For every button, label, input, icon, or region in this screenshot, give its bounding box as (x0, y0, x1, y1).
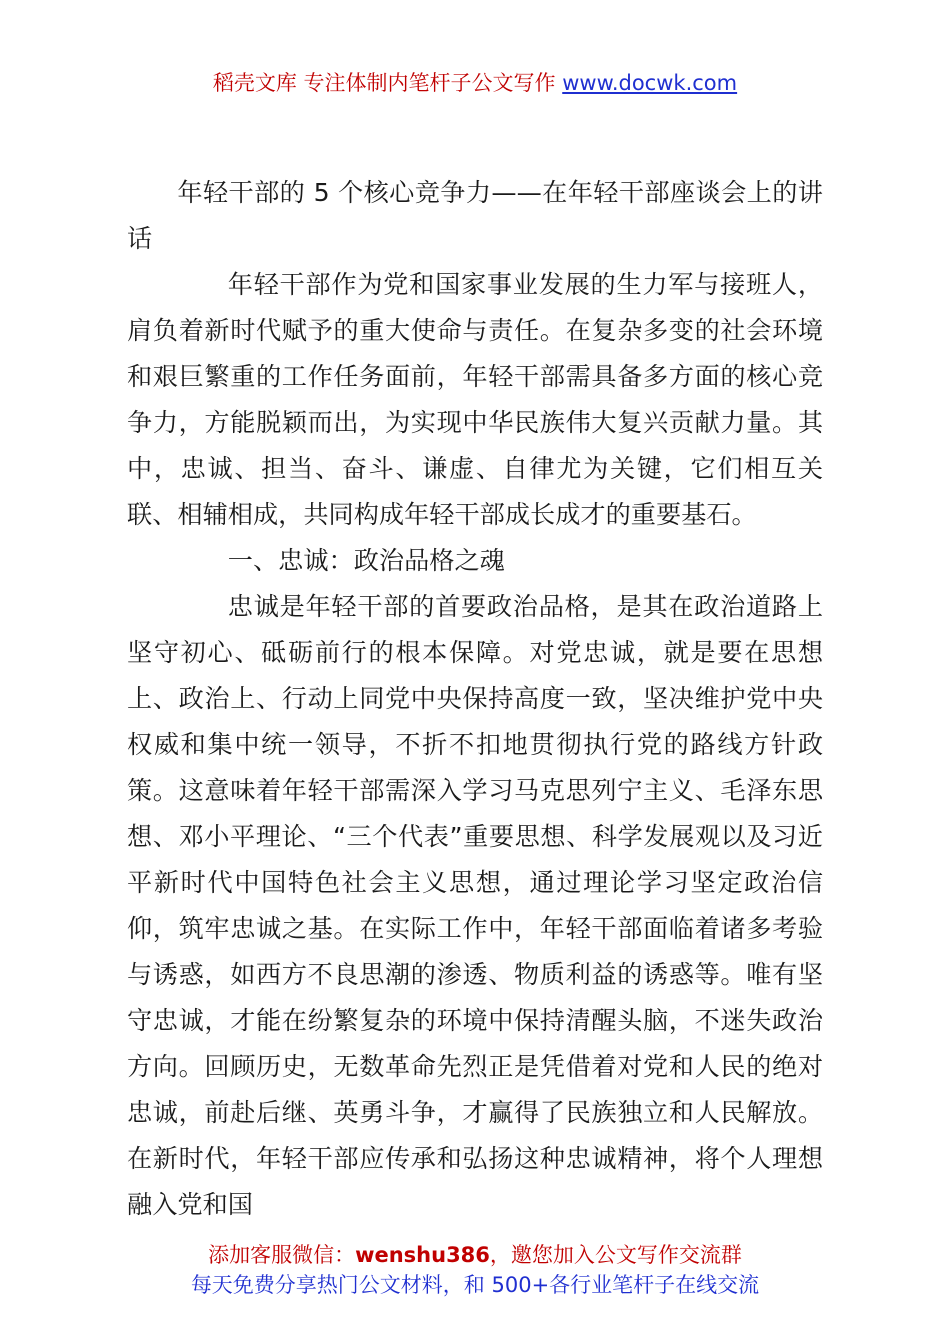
footer-prefix: 添加客服微信： (208, 1243, 356, 1267)
footer-share-line: 每天免费分享热门公文材料，和 500+各行业笔杆子在线交流 (190, 1273, 760, 1297)
header-brand: 稻壳文库 专注体制内笔杆子公文写作 (212, 71, 563, 95)
page-header (0, 68, 950, 98)
document-title: 年轻干部的 5 个核心竞争力——在年轻干部座谈会上的讲话 (127, 178, 823, 253)
header-url-link[interactable]: www.docwk.com (562, 71, 738, 95)
wechat-id: wenshu386 (355, 1243, 490, 1267)
intro-paragraph: 年轻干部作为党和国家事业发展的生力军与接班人，肩负着新时代赋予的重大使命与责任。在复杂多变的社会环境和艰巨繁重的工作任务面前，年轻干部需具备多方面的核心竞争力，方能脱颖而出，为实现中华民族伟大复兴贡献力量。其中，忠诚、担当、奋斗、谦虚、自律尤为关键，它们相互关联、相辅相成，共同构成年轻干部成长成才的重要基石。 (127, 270, 823, 529)
footer-wechat-line (0, 1240, 950, 1270)
footer-suffix: ，邀您加入公文写作交流群 (489, 1243, 742, 1267)
document-body (127, 170, 823, 1228)
section-heading-1: 一、忠诚：政治品格之魂 (227, 546, 505, 575)
section-paragraph-1: 忠诚是年轻干部的首要政治品格，是其在政治道路上坚守初心、砥砺前行的根本保障。对党忠诚，就是要在思想上、政治上、行动上同党中央保持高度一致，坚决维护党中央权威和集中统一领导，不折不扣地贯彻执行党的路线方针政策。这意味着年轻干部需深入学习马克思列宁主义、毛泽东思想、邓小平理论、“三个代表”重要思想、科学发展观以及习近平新时代中国特色社会主义思想，通过理论学习坚定政治信仰，筑牢忠诚之基。在实际工作中，年轻干部面临着诸多考验与诱惑，如西方不良思潮的渗透、物质利益的诱惑等。唯有坚守忠诚，才能在纷繁复杂的环境中保持清醒头脑，不迷失政治方向。回顾历史，无数革命先烈正是凭借着对党和人民的绝对忠诚，前赴后继、英勇斗争，才赢得了民族独立和人民解放。在新时代，年轻干部应传承和弘扬这种忠诚精神，将个人理想融入党和国 (127, 592, 823, 1219)
